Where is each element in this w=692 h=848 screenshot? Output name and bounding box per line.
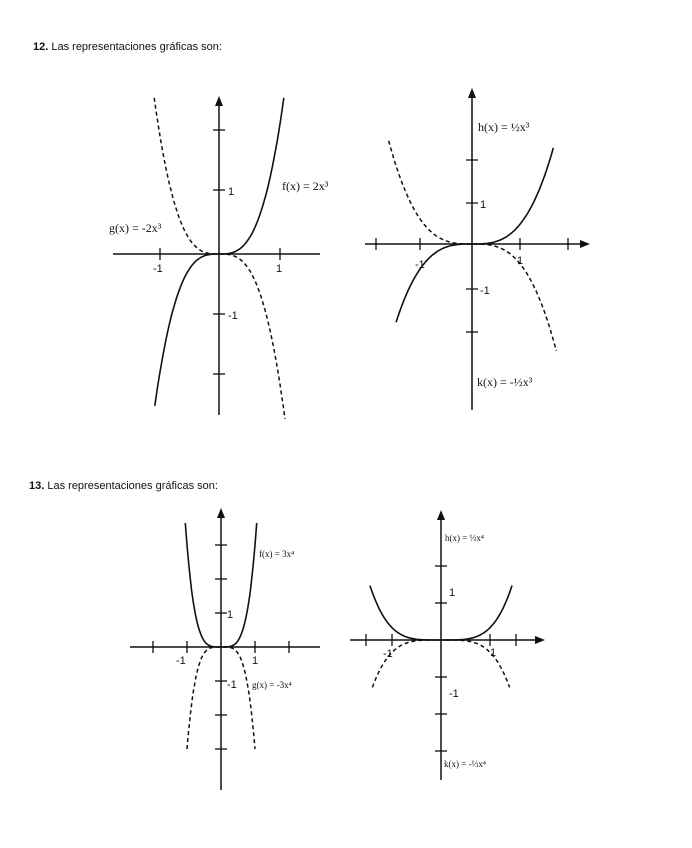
series-k-label: k(x) = -½x³ (477, 375, 533, 389)
tick-label-x-1: 1 (252, 655, 259, 667)
series-f-label: f(x) = 2x³ (282, 179, 329, 193)
exercise-number: 12. (33, 41, 49, 53)
tick-label-y-1: 1 (228, 186, 235, 198)
series-k-label: k(x) = -⅓x⁴ (444, 759, 486, 769)
tick-label-y-neg1: -1 (227, 679, 237, 691)
tick-label-y-neg1: -1 (449, 688, 459, 700)
x-axis-arrow (535, 636, 545, 644)
tick-label-x-1: 1 (517, 255, 524, 267)
exercise-number: 13. (29, 480, 45, 492)
series-g-label: g(x) = -3x⁴ (252, 680, 292, 690)
tick-label-y-1: 1 (449, 587, 456, 599)
series-g-label: g(x) = -2x³ (109, 221, 162, 235)
y-axis-arrow (437, 510, 445, 520)
tick-label-y-1: 1 (227, 609, 234, 621)
tick-label-x-neg1: -1 (415, 259, 425, 271)
tick-label-x-1: 1 (276, 263, 283, 275)
series-h-label: h(x) = ⅓x⁴ (445, 533, 484, 543)
tick-label-y-1: 1 (480, 199, 487, 211)
tick-label-y-neg1: -1 (480, 285, 490, 297)
tick-label-x-neg1: -1 (176, 655, 186, 667)
exercise-text: Las representaciones gráficas son: (47, 480, 218, 492)
exercise-text: Las representaciones gráficas son: (51, 41, 222, 53)
series-h-label: h(x) = ½x³ (478, 120, 530, 134)
tick-label-x-neg1: -1 (153, 263, 163, 275)
tick-label-y-neg1: -1 (228, 310, 238, 322)
tick-label-x-neg1: -1 (383, 648, 393, 660)
series-f-label: f(x) = 3x⁴ (259, 549, 295, 559)
tick-label-x-1: 1 (490, 647, 497, 659)
